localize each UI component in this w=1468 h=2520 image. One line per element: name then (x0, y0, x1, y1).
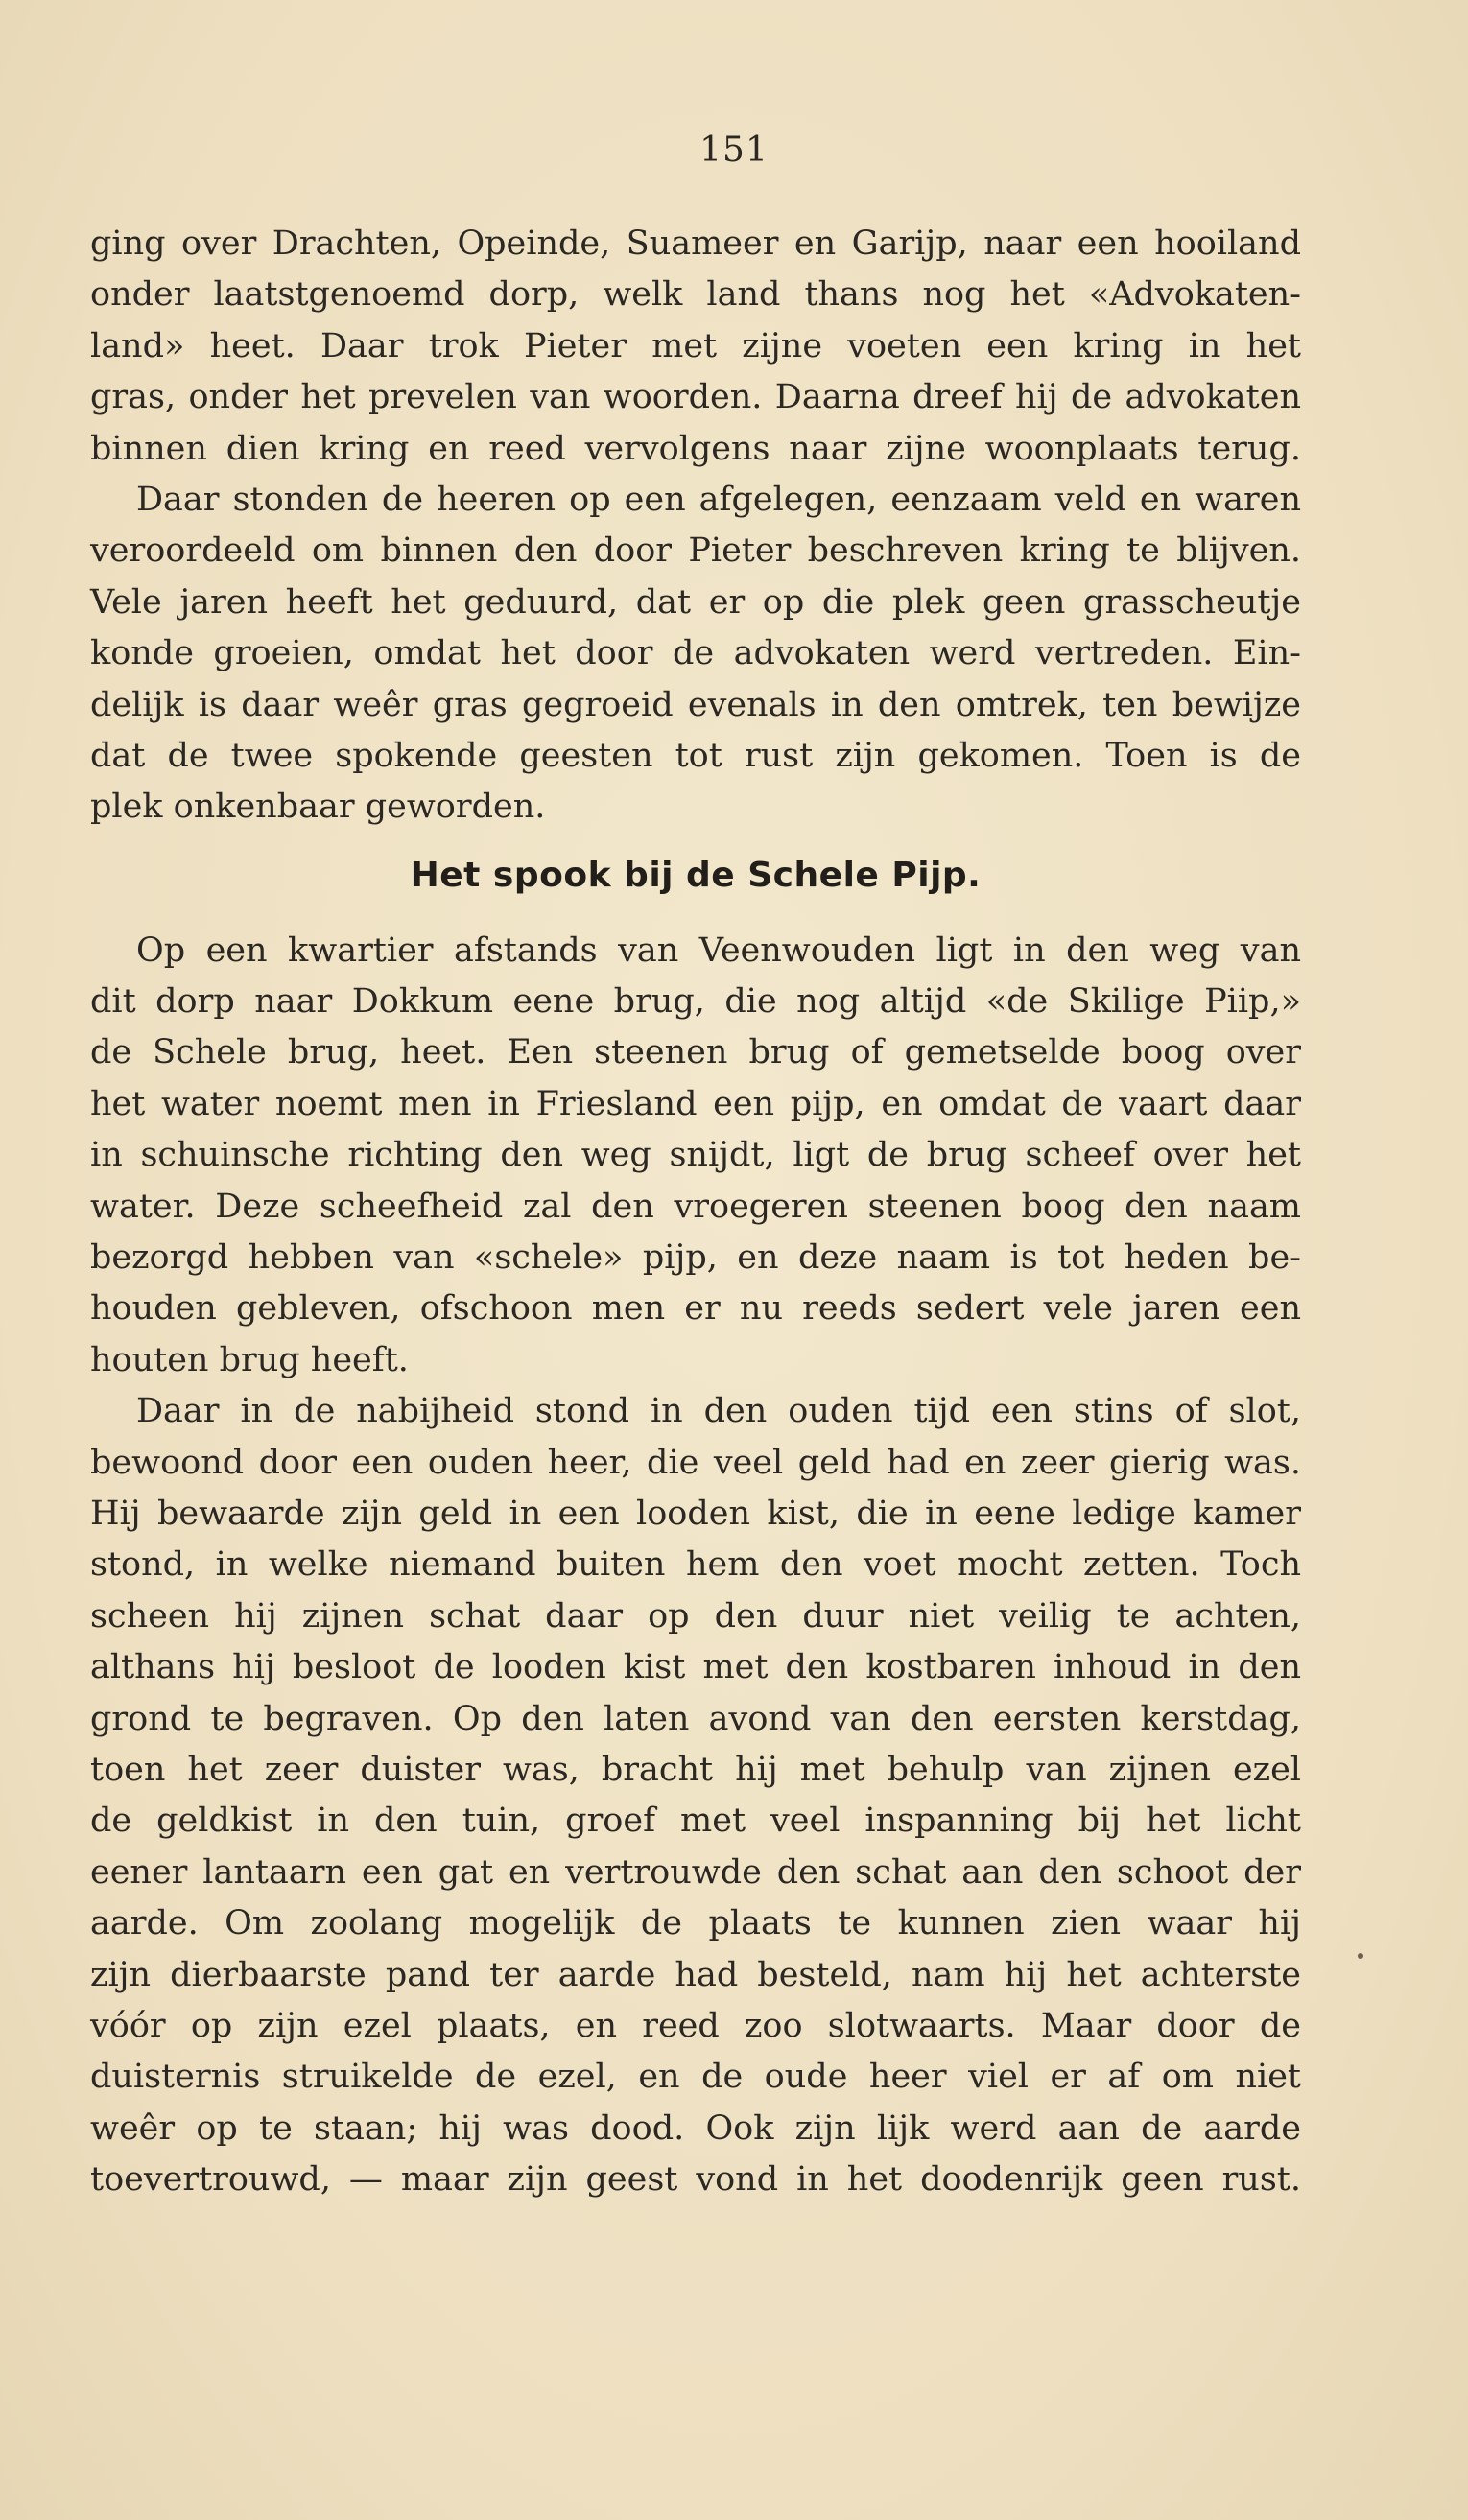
text-line: binnen dien kring en reed vervolgens naar zijne woonplaats terug. (90, 429, 1301, 468)
text-line: althans hij besloot de looden kist met den kostbaren inhoud in den (90, 1648, 1301, 1687)
text-line: bezorgd hebben van «schele» pijp, en deze naam is tot heden be- (90, 1238, 1301, 1278)
text-line: grond te begraven. Op den laten avond van den eersten kerstdag, (90, 1699, 1301, 1738)
text-line: bewoond door een ouden heer, die veel geld had en zeer gierig was. (90, 1443, 1301, 1482)
text-line: het water noemt men in Friesland een pijp, en omdat de vaart daar (90, 1084, 1301, 1123)
text-line: water. Deze scheefheid zal den vroegeren steenen boog den naam (90, 1187, 1301, 1226)
text-line: konde groeien, omdat het door de advokaten werd vertreden. Ein- (90, 634, 1301, 673)
text-line: plek onkenbaar geworden. (90, 788, 546, 827)
page-body (90, 219, 1301, 2205)
text-line: Vele jaren heeft het geduurd, dat er op die plek geen grasscheutje (90, 582, 1301, 622)
text-line: vóór op zijn ezel plaats, en reed zoo slotwaarts. Maar door de (90, 2006, 1301, 2045)
text-line: in schuinsche richting den weg snijdt, ligt de brug scheef over het (90, 1136, 1301, 1175)
text-line: de geldkist in den tuin, groef met veel inspanning bij het licht (90, 1802, 1301, 1841)
text-line: zijn dierbaarste pand ter aarde had besteld, nam hij het achterste (90, 1955, 1301, 1994)
text-line: Daar in de nabijheid stond in den ouden tijd een stins of slot, (136, 1392, 1301, 1431)
heading-spacer (90, 918, 1301, 926)
text-line: Hij bewaarde zijn geld in een looden kist, die in eene ledige kamer (90, 1494, 1301, 1533)
text-line: toevertrouwd, — maar zijn geest vond in het doodenrijk geen rust. (90, 2160, 1301, 2200)
text-line: houten brug heeft. (90, 1340, 409, 1379)
text-line: veroordeeld om binnen den door Pieter beschreven kring te blijven. (90, 531, 1301, 571)
text-line: de Schele brug, heet. Een steenen brug of gemetselde boog over (90, 1033, 1301, 1072)
text-line: land» heet. Daar trok Pieter met zijne voeten een kring in het (90, 326, 1301, 365)
text-line: stond, in welke niemand buiten hem den voet mocht zetten. Toch (90, 1545, 1301, 1585)
text-line: houden gebleven, ofschoon men er nu reeds sedert vele jaren een (90, 1289, 1301, 1329)
text-line: aarde. Om zoolang mogelijk de plaats te kunnen zien waar hij (90, 1904, 1301, 1943)
text-line: delijk is daar weêr gras gegroeid evenals in den omtrek, ten bewijze (90, 685, 1301, 724)
paragraph-3 (90, 1386, 1301, 2205)
text-line: scheen hij zijnen schat daar op den duur niet veilig te achten, (90, 1596, 1301, 1636)
paragraph-2 (90, 926, 1301, 1387)
text-line: onder laatstgenoemd dorp, welk land thans nog het «Advokaten- (90, 275, 1301, 315)
text-line: gras, onder het prevelen van woorden. Daarna dreef hij de advokaten (90, 378, 1301, 417)
text-line: weêr op te staan; hij was dood. Ook zijn lijk werd aan de aarde (90, 2108, 1301, 2148)
text-line: duisternis struikelde de ezel, en de oude heer viel er af om niet (90, 2058, 1301, 2097)
paragraph-1 (90, 219, 1301, 834)
text-line: toen het zeer duister was, bracht hij met behulp van zijnen ezel (90, 1750, 1301, 1789)
text-line: dit dorp naar Dokkum eene brug, die nog altijd «de Skilige Piip,» (90, 982, 1301, 1022)
section-heading: Het spook bij de Schele Pijp. (410, 855, 982, 895)
text-line: Daar stonden de heeren op een afgelegen, eenzaam veld en waren (136, 480, 1301, 519)
text-line: eener lantaarn een gat en vertrouwde den schat aan den schoot der (90, 1852, 1301, 1892)
text-line: ging over Drachten, Opeinde, Suameer en Garijp, naar een hooiland (90, 224, 1301, 263)
text-line: dat de twee spokende geesten tot rust zijn gekomen. Toen is de (90, 736, 1301, 775)
text-line: Op een kwartier afstands van Veenwouden ligt in den weg van (136, 930, 1301, 970)
paper-speck (1358, 1953, 1363, 1959)
page-number: 151 (699, 130, 769, 170)
